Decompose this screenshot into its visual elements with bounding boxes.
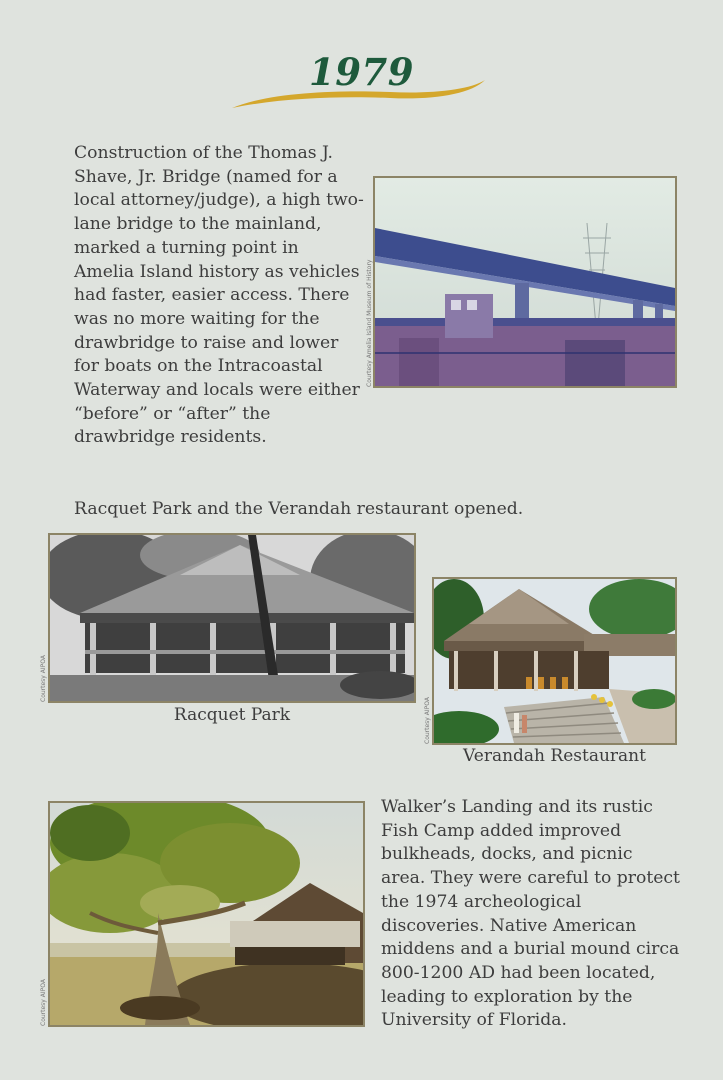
year-title: 1979 (309, 50, 414, 94)
bridge-photo-credit: Courtesy Amelia Island Museum of History (366, 259, 373, 387)
bridge-paragraph: Construction of the Thomas J. Shave, Jr. Bridge (named for a local attorney/judge), a high two-lane bridge to the mainland, marked a turning point in Amelia Island history as vehicles had faster, easier access. There was no more waiting for the drawbridge to raise and lower for boats on the Intracoastal Waterway and locals were either “before” or “after” the drawbridge residents. (74, 143, 364, 448)
verandah-photo-credit: Courtesy AIPOA (424, 697, 431, 744)
verandah-restaurant-caption: Verandah Restaurant (463, 746, 646, 766)
verandah-illustration (434, 579, 675, 743)
walkers-landing-painting (48, 801, 365, 1027)
bridge-illustration (375, 178, 675, 386)
gold-swoosh-decoration (230, 78, 490, 112)
racquet-park-photo-credit: Courtesy AIPOA (40, 655, 47, 702)
walkers-landing-illustration (50, 803, 363, 1025)
racquet-park-caption: Racquet Park (173, 705, 291, 725)
walkers-landing-credit: Courtesy AIPOA (40, 979, 47, 1026)
racquet-park-illustration (50, 535, 414, 701)
walkers-landing-paragraph: Walker’s Landing and its rustic Fish Camp added improved bulkheads, docks, and picnic area. They were careful to protect the 1974 archeological discoveries. Native American middens and a burial mound circa 800-1200 AD had been located, leading to exploration by the University of Florida. (381, 797, 680, 1031)
racquet-park-photo (48, 533, 416, 703)
racquet-park-paragraph: Racquet Park and the Verandah restaurant opened. (74, 499, 524, 519)
verandah-restaurant-photo (432, 577, 677, 745)
bridge-photo (373, 176, 677, 388)
